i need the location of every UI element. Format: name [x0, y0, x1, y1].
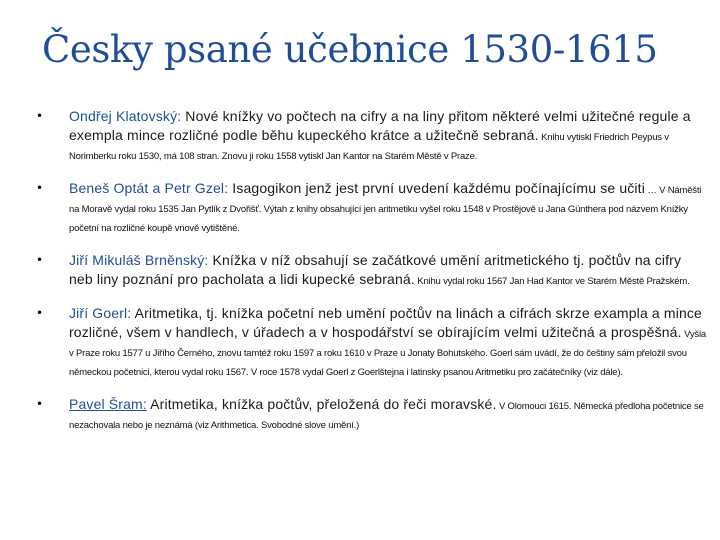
publication-note: Knihu vytiskl Friedrich Peypus v Norimberku roku 1530, má 108 stran. Znovu ji roku 1558 vytiskl Jan Kantor na Starém Městě v Praze.: [69, 132, 669, 162]
publication-note: Knihu vydal roku 1567 Jan Had Kantor ve Starém Městě Pražském.: [414, 276, 690, 287]
bullet-icon: •: [36, 306, 44, 320]
list-item-klatovsky: [36, 106, 708, 163]
publication-note: … V Náměšti na Moravě vydal roku 1535 Jan Pytlík z Dvořišť. Výtah z knihy obsahující jen aritmetiku vyšel roku 1548 v Prostějově u Jana Günthera pod názvem Knížky početní na rozličné koupě vnově vytištěné.: [69, 185, 702, 234]
textbook-list: [36, 106, 708, 432]
item-main-text: [69, 305, 702, 340]
author-name: Jiří Mikuláš Brněnský:: [69, 252, 209, 268]
publication-note: V Olomouci 1615. Německá předloha početnice se nezachovala nebo je neznámá (viz Arithmetica. Svobodné slove umění.): [69, 401, 704, 431]
work-title: Isagogikon jenž jest první uvedení každému počínajícímu se učiti: [228, 180, 645, 196]
item-main-text: [69, 180, 645, 196]
work-title: Aritmetika, tj. knížka početní neb umění počtův na linách a cifrách skrze exampla a mince rozličné, všem v handlech, v úřadech a v hospodářství se obírajícím velmi užitečná a prospěšná.: [69, 305, 702, 340]
work-title: Aritmetika, knížka počtův, přeložená do řeči moravské.: [146, 396, 497, 412]
author-name: Ondřej Klatovský:: [69, 108, 182, 124]
work-title: Knížka v níž obsahují se začátkové umění aritmetického tj. počtův na cifry neb liny poznání pro pacholata a lidi kupecké sebraná.: [69, 252, 682, 287]
publication-note: Vyšla v Praze roku 1577 u Jiřího Černého, znovu tamtéž roku 1597 a roku 1610 v Praze u Jonaty Bohutského. Goerl sám uvádí, že do češtiny sám přeložil svou německou početnici, kterou vydal roku 1567. V roce 1578 vydal Goerl z Goerlštejna i latinsky psanou Aritmetiku pro začátečníky (viz dále).: [69, 329, 706, 378]
author-name: Jiří Goerl:: [69, 305, 132, 321]
slide-title: Česky psané učebnice 1530-1615: [42, 28, 658, 71]
author-name: Beneš Optát a Petr Gzel:: [69, 180, 229, 196]
bullet-icon: •: [36, 109, 44, 123]
work-title: Nové knížky vo počtech na cifry a na liny přitom některé velmi užitečné regule a exempla mince rozličné podle běhu kupeckého krátce a užitečně sebraná.: [69, 108, 691, 143]
list-item-optat-gzel: [36, 178, 708, 235]
list-item-goerl: [36, 303, 708, 379]
bullet-icon: •: [36, 181, 44, 195]
item-main-text: [69, 396, 497, 412]
author-name: Pavel Šram:: [69, 396, 147, 412]
list-item-brnensky: [36, 250, 708, 288]
list-item-sram: [36, 394, 708, 432]
bullet-icon: •: [36, 397, 44, 411]
bullet-icon: •: [36, 253, 44, 267]
